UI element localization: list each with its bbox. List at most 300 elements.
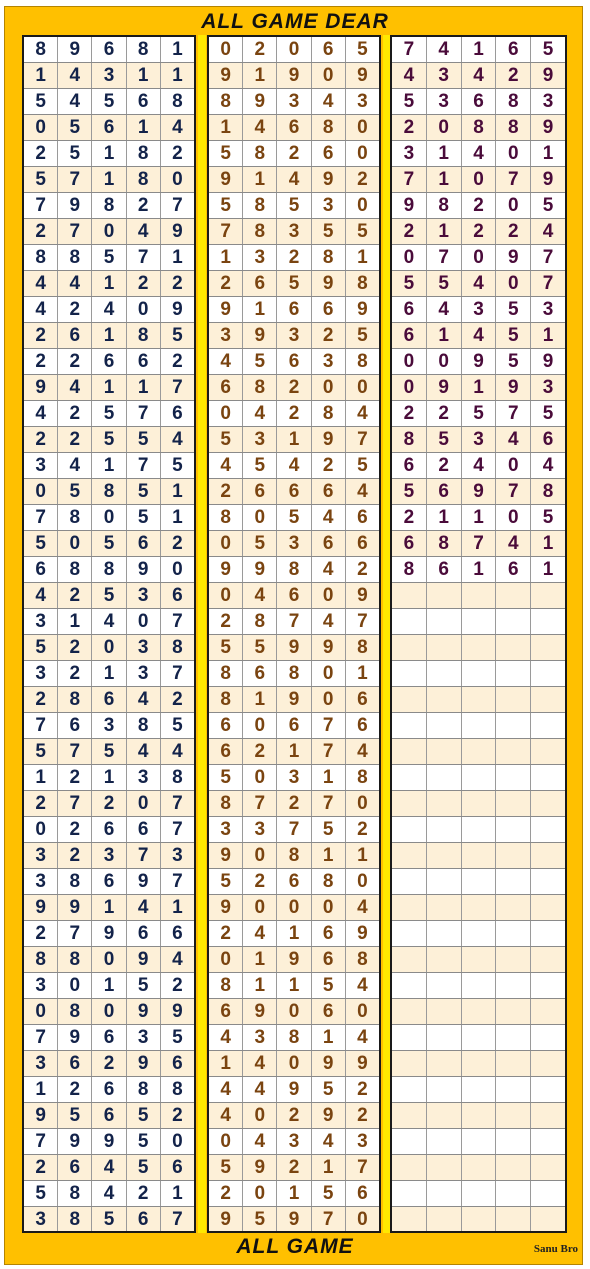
table-cell: 0 [496,271,531,296]
table-cell: 0 [172,168,183,190]
table-row [24,63,194,89]
table-cell: 4 [58,271,92,296]
table-cell [462,947,497,972]
table-row [209,791,379,817]
table-cell: 5 [127,1103,161,1128]
table-cell: 2 [209,609,243,634]
table-cell: 6 [312,297,346,322]
table-cell: 7 [542,246,554,268]
table-cell: 8 [127,713,161,738]
table-cell: 6 [92,1025,126,1050]
table-cell: 8 [58,999,92,1024]
table-cell: 4 [243,921,277,946]
table-cell [427,791,462,816]
table-cell: 5 [209,141,243,166]
table-cell: 5 [24,635,58,660]
table-cell: 4 [542,454,554,476]
table-cell: 2 [24,219,58,244]
table-cell: 4 [243,1129,277,1154]
table-cell [531,635,565,660]
table-cell: 0 [127,791,161,816]
table-row [392,843,565,869]
table-cell: 2 [357,1104,368,1126]
table-cell: 6 [277,115,311,140]
table-row [209,167,379,193]
table-row [24,687,194,713]
table-cell: 8 [357,272,368,294]
table-cell: 2 [277,245,311,270]
table-cell: 6 [209,999,243,1024]
table-cell: 1 [58,609,92,634]
table-cell [462,635,497,660]
table-cell: 7 [392,167,427,192]
table-cell: 1 [312,1025,346,1050]
table-cell: 0 [357,870,368,892]
table-cell: 8 [172,636,183,658]
table-cell [531,583,565,608]
table-cell: 5 [209,1155,243,1180]
table-row [392,193,565,219]
table-row [392,661,565,687]
table-cell: 1 [172,896,183,918]
table-cell: 2 [92,1051,126,1076]
table-cell: 6 [496,557,531,582]
table-cell [427,921,462,946]
table-cell: 4 [357,974,368,996]
table-cell: 5 [312,1077,346,1102]
table-cell: 0 [58,531,92,556]
table-cell: 0 [496,193,531,218]
table-cell: 3 [462,427,497,452]
table-row [209,349,379,375]
table-cell: 7 [172,870,183,892]
table-cell: 5 [542,506,554,528]
table-cell: 1 [92,895,126,920]
table-cell: 5 [312,817,346,842]
table-cell: 7 [24,1025,58,1050]
table-cell: 4 [496,427,531,452]
table-row [24,1077,194,1103]
table-cell: 8 [392,557,427,582]
table-cell [496,1207,531,1232]
table-cell [462,765,497,790]
table-cell: 2 [427,453,462,478]
table-cell: 4 [92,297,126,322]
table-row [392,557,565,583]
table-cell: 5 [392,479,427,504]
table-cell: 3 [427,63,462,88]
table-cell: 4 [58,453,92,478]
table-cell: 5 [127,973,161,998]
table-cell: 7 [277,817,311,842]
table-cell: 3 [24,973,58,998]
table-cell: 1 [172,1182,183,1204]
table-cell [427,765,462,790]
table-row [24,89,194,115]
table-row [392,1051,565,1077]
table-cell: 2 [58,297,92,322]
table-cell: 8 [357,766,368,788]
table-cell: 1 [542,558,554,580]
table-cell [531,791,565,816]
table-cell: 9 [462,349,497,374]
table-cell: 9 [312,427,346,452]
table-row [209,999,379,1025]
table-cell: 9 [24,1103,58,1128]
table-cell: 0 [24,115,58,140]
table-cell: 0 [496,453,531,478]
table-cell: 8 [209,973,243,998]
table-cell [427,843,462,868]
table-cell [427,713,462,738]
table-cell: 2 [209,479,243,504]
table-cell: 5 [172,1026,183,1048]
table-cell [462,583,497,608]
table-row [24,401,194,427]
table-cell: 3 [24,869,58,894]
table-cell: 9 [496,245,531,270]
table-row [392,583,565,609]
table-cell [531,1207,565,1232]
table-cell: 2 [392,401,427,426]
table-cell: 1 [542,532,554,554]
table-cell: 0 [277,895,311,920]
table-cell: 4 [127,739,161,764]
table-cell: 3 [427,89,462,114]
table-cell: 5 [542,402,554,424]
table-cell: 3 [277,1129,311,1154]
table-cell [427,1103,462,1128]
table-cell: 8 [92,479,126,504]
table-cell: 0 [312,895,346,920]
table-cell: 4 [243,401,277,426]
table-cell: 6 [542,428,554,450]
table-cell: 8 [58,687,92,712]
table-row [209,921,379,947]
table-cell [427,1207,462,1232]
table-cell: 1 [24,1077,58,1102]
table-cell: 0 [243,713,277,738]
table-cell: 8 [496,89,531,114]
table-row [24,245,194,271]
table-cell: 6 [357,532,368,554]
table-cell: 3 [542,298,554,320]
table-cell: 2 [24,687,58,712]
table-cell: 2 [357,1078,368,1100]
table-cell: 4 [24,583,58,608]
table-cell: 5 [243,349,277,374]
table-cell: 6 [172,584,183,606]
table-cell: 6 [172,1156,183,1178]
table-row [209,739,379,765]
table-cell [496,635,531,660]
table-row [392,63,565,89]
table-cell: 4 [24,401,58,426]
table-cell [392,1077,427,1102]
table-cell: 3 [127,661,161,686]
table-cell: 8 [312,245,346,270]
table-cell: 1 [312,1155,346,1180]
table-cell: 1 [542,324,554,346]
table-cell: 3 [277,89,311,114]
table-cell: 9 [462,479,497,504]
table-cell: 7 [392,37,427,62]
table-cell: 5 [357,38,368,60]
table-cell: 7 [172,376,183,398]
table-cell: 2 [243,869,277,894]
table-cell: 7 [209,219,243,244]
table-cell: 1 [209,115,243,140]
table-cell [496,765,531,790]
table-cell: 8 [58,1181,92,1206]
table-cell: 7 [277,609,311,634]
table-cell: 4 [243,1077,277,1102]
table-cell [531,765,565,790]
credit-text: Sanu Bro [533,1243,578,1255]
table-cell [496,661,531,686]
table-cell: 2 [58,843,92,868]
table-cell [392,973,427,998]
table-cell [531,1077,565,1102]
table-cell: 2 [58,765,92,790]
table-cell [531,1103,565,1128]
table-row [24,427,194,453]
table-cell [392,1103,427,1128]
table-row [392,401,565,427]
table-cell [427,817,462,842]
table-cell: 1 [92,765,126,790]
table-cell [496,947,531,972]
table-cell: 0 [312,661,346,686]
table-cell: 7 [312,739,346,764]
table-cell [392,999,427,1024]
table-row [209,583,379,609]
table-row [392,791,565,817]
table-cell: 7 [312,791,346,816]
table-cell: 9 [357,1052,368,1074]
table-cell: 6 [127,531,161,556]
table-cell: 6 [312,37,346,62]
table-cell: 4 [24,271,58,296]
table-cell: 0 [427,349,462,374]
table-cell: 8 [542,480,554,502]
table-cell [496,973,531,998]
table-row [24,219,194,245]
table-cell: 0 [392,349,427,374]
table-cell: 0 [92,635,126,660]
table-cell: 2 [277,791,311,816]
table-cell: 2 [172,142,183,164]
table-cell: 9 [357,298,368,320]
table-cell: 2 [24,427,58,452]
table-cell: 6 [92,869,126,894]
table-row [24,1207,194,1233]
table-cell: 8 [92,193,126,218]
table-cell: 7 [172,792,183,814]
table-cell: 4 [312,89,346,114]
table-cell: 4 [357,402,368,424]
table-cell: 0 [92,999,126,1024]
table-row [24,297,194,323]
table-cell: 8 [24,245,58,270]
table-cell: 5 [542,194,554,216]
table-cell [392,609,427,634]
table-cell: 6 [172,922,183,944]
table-cell [392,895,427,920]
table-row [392,765,565,791]
table-cell: 4 [127,219,161,244]
table-cell: 4 [357,1026,368,1048]
table-cell: 9 [357,584,368,606]
table-row [24,557,194,583]
table-cell: 0 [58,973,92,998]
table-cell: 2 [172,532,183,554]
table-cell: 0 [427,115,462,140]
table-row [24,947,194,973]
table-cell: 2 [172,1104,183,1126]
table-cell: 4 [277,453,311,478]
table-cell: 2 [357,818,368,840]
table-cell: 1 [427,219,462,244]
table-cell: 8 [58,869,92,894]
table-cell: 8 [127,141,161,166]
table-cell [427,661,462,686]
table-cell: 7 [312,713,346,738]
table-cell: 1 [24,63,58,88]
table-cell: 3 [312,349,346,374]
table-cell: 4 [92,1181,126,1206]
table-cell: 2 [277,141,311,166]
table-cell [496,895,531,920]
table-cell: 1 [357,246,368,268]
table-cell: 4 [312,505,346,530]
table-cell [392,869,427,894]
table-cell: 0 [312,687,346,712]
table-cell [427,687,462,712]
table-cell: 3 [243,427,277,452]
table-cell: 7 [127,843,161,868]
table-row [392,895,565,921]
table-cell: 0 [312,375,346,400]
table-cell: 4 [127,895,161,920]
table-cell [531,661,565,686]
table-cell [392,791,427,816]
table-cell: 6 [243,661,277,686]
table-cell [531,713,565,738]
table-cell [462,973,497,998]
table-cell: 1 [243,297,277,322]
table-cell: 0 [243,765,277,790]
table-cell: 6 [58,1155,92,1180]
table-cell: 5 [58,115,92,140]
table-cell: 1 [172,480,183,502]
table-cell: 1 [243,63,277,88]
table-cell: 1 [243,947,277,972]
table-cell: 4 [312,1129,346,1154]
table-cell: 3 [92,713,126,738]
table-cell: 5 [392,271,427,296]
table-cell: 6 [277,713,311,738]
table-cell: 5 [127,1129,161,1154]
table-cell: 3 [92,843,126,868]
table-row [392,505,565,531]
table-cell [462,1129,497,1154]
table-cell: 9 [312,635,346,660]
table-cell: 6 [277,869,311,894]
table-row [209,219,379,245]
table-cell: 0 [312,63,346,88]
table-cell: 6 [172,1052,183,1074]
table-cell: 0 [357,1208,368,1230]
table-cell: 0 [243,843,277,868]
table-cell: 5 [243,635,277,660]
table-cell: 3 [243,817,277,842]
table-cell: 1 [92,453,126,478]
table-row [24,843,194,869]
table-cell: 1 [462,37,497,62]
table-cell: 8 [127,1077,161,1102]
table-cell: 4 [172,428,183,450]
table-cell: 2 [92,791,126,816]
table-cell [392,739,427,764]
table-cell: 7 [127,453,161,478]
table-row [209,479,379,505]
table-cell: 6 [312,141,346,166]
table-cell: 8 [127,167,161,192]
table-cell: 5 [312,973,346,998]
table-cell: 5 [542,38,554,60]
table-row [209,895,379,921]
table-cell: 5 [24,531,58,556]
table-row [209,453,379,479]
table-cell: 9 [357,922,368,944]
table-cell: 5 [243,453,277,478]
table-row [392,427,565,453]
table-cell: 3 [542,376,554,398]
table-cell: 2 [462,193,497,218]
table-cell: 9 [58,1129,92,1154]
table-row [209,1155,379,1181]
table-row [209,37,379,63]
table-row [209,141,379,167]
table-cell: 8 [172,1078,183,1100]
table-row [24,531,194,557]
table-cell: 3 [277,323,311,348]
table-cell: 4 [58,375,92,400]
table-row [392,635,565,661]
table-cell: 6 [92,37,126,62]
table-cell: 1 [427,167,462,192]
table-row [209,869,379,895]
table-cell: 5 [127,505,161,530]
table-row [392,297,565,323]
table-row [24,1129,194,1155]
table-cell: 1 [92,141,126,166]
table-cell: 4 [542,220,554,242]
table-row [24,791,194,817]
table-cell: 3 [127,1025,161,1050]
table-cell: 1 [542,142,554,164]
table-cell: 8 [58,947,92,972]
table-cell: 0 [277,999,311,1024]
table-row [209,687,379,713]
table-cell: 4 [209,349,243,374]
table-row [24,193,194,219]
table-cell [531,817,565,842]
table-cell: 6 [92,1103,126,1128]
table-cell: 6 [427,557,462,582]
table-cell [496,739,531,764]
